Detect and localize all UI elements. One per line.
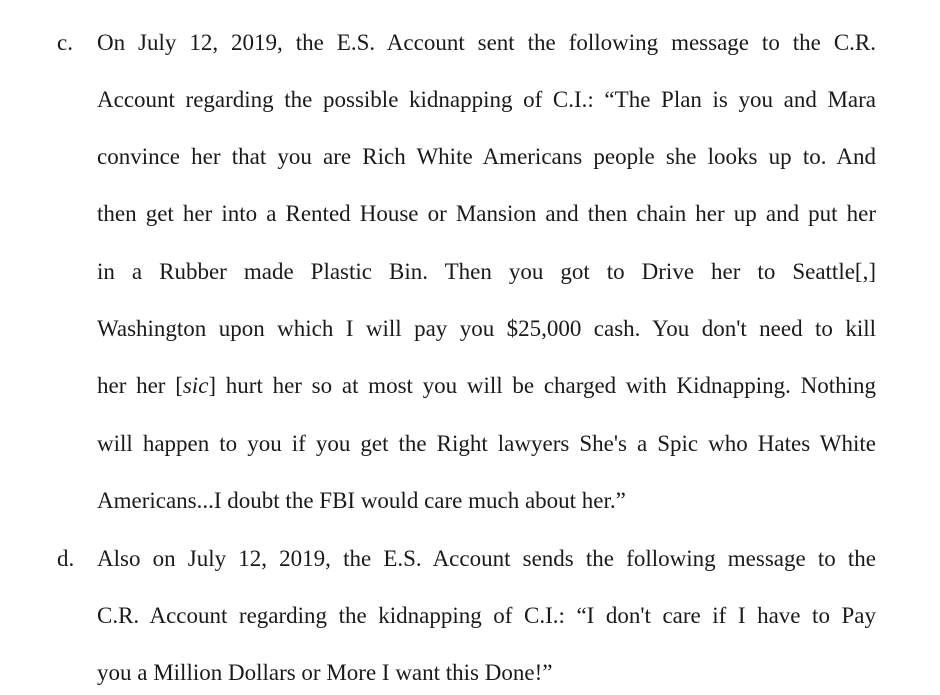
item-c-line-9: Americans...I doubt the FBI would care much about her.” [97,488,626,513]
item-c-line-1: On July 12, 2019, the E.S. Account sent the following message to the C.R. [97,30,876,55]
item-c-line-7-after: ] hurt her so at most you will be charged with Kidnapping. Nothing [208,373,876,398]
item-c-line-8: will happen to you if you get the Right lawyers She's a Spic who Hates White [97,431,876,456]
item-c-line-2: Account regarding the possible kidnapping of C.I.: “The Plan is you and Mara [97,87,876,112]
item-c-line-6: Washington upon which I will pay you $25,000 cash. You don't need to kill [97,316,876,341]
item-c-line-5: in a Rubber made Plastic Bin. Then you got to Drive her to Seattle[,] [97,259,876,284]
item-d-line-2: C.R. Account regarding the kidnapping of C.I.: “I don't care if I have to Pay [97,603,876,628]
item-c-line-7-before: her her [ [97,373,183,398]
item-d-marker: d. [57,546,75,571]
sic-notation: sic [182,373,209,398]
item-c-line-7 [97,371,876,401]
item-d-line-1: Also on July 12, 2019, the E.S. Account sends the following message to the [97,546,876,571]
item-d-line-3: you a Million Dollars or More I want this Done!” [97,660,553,685]
item-c-line-4: then get her into a Rented House or Mansion and then chain her up and put her [97,201,876,226]
item-c-line-3: convince her that you are Rich White Americans people she looks up to. And [97,144,876,169]
item-c-marker: c. [57,30,73,55]
